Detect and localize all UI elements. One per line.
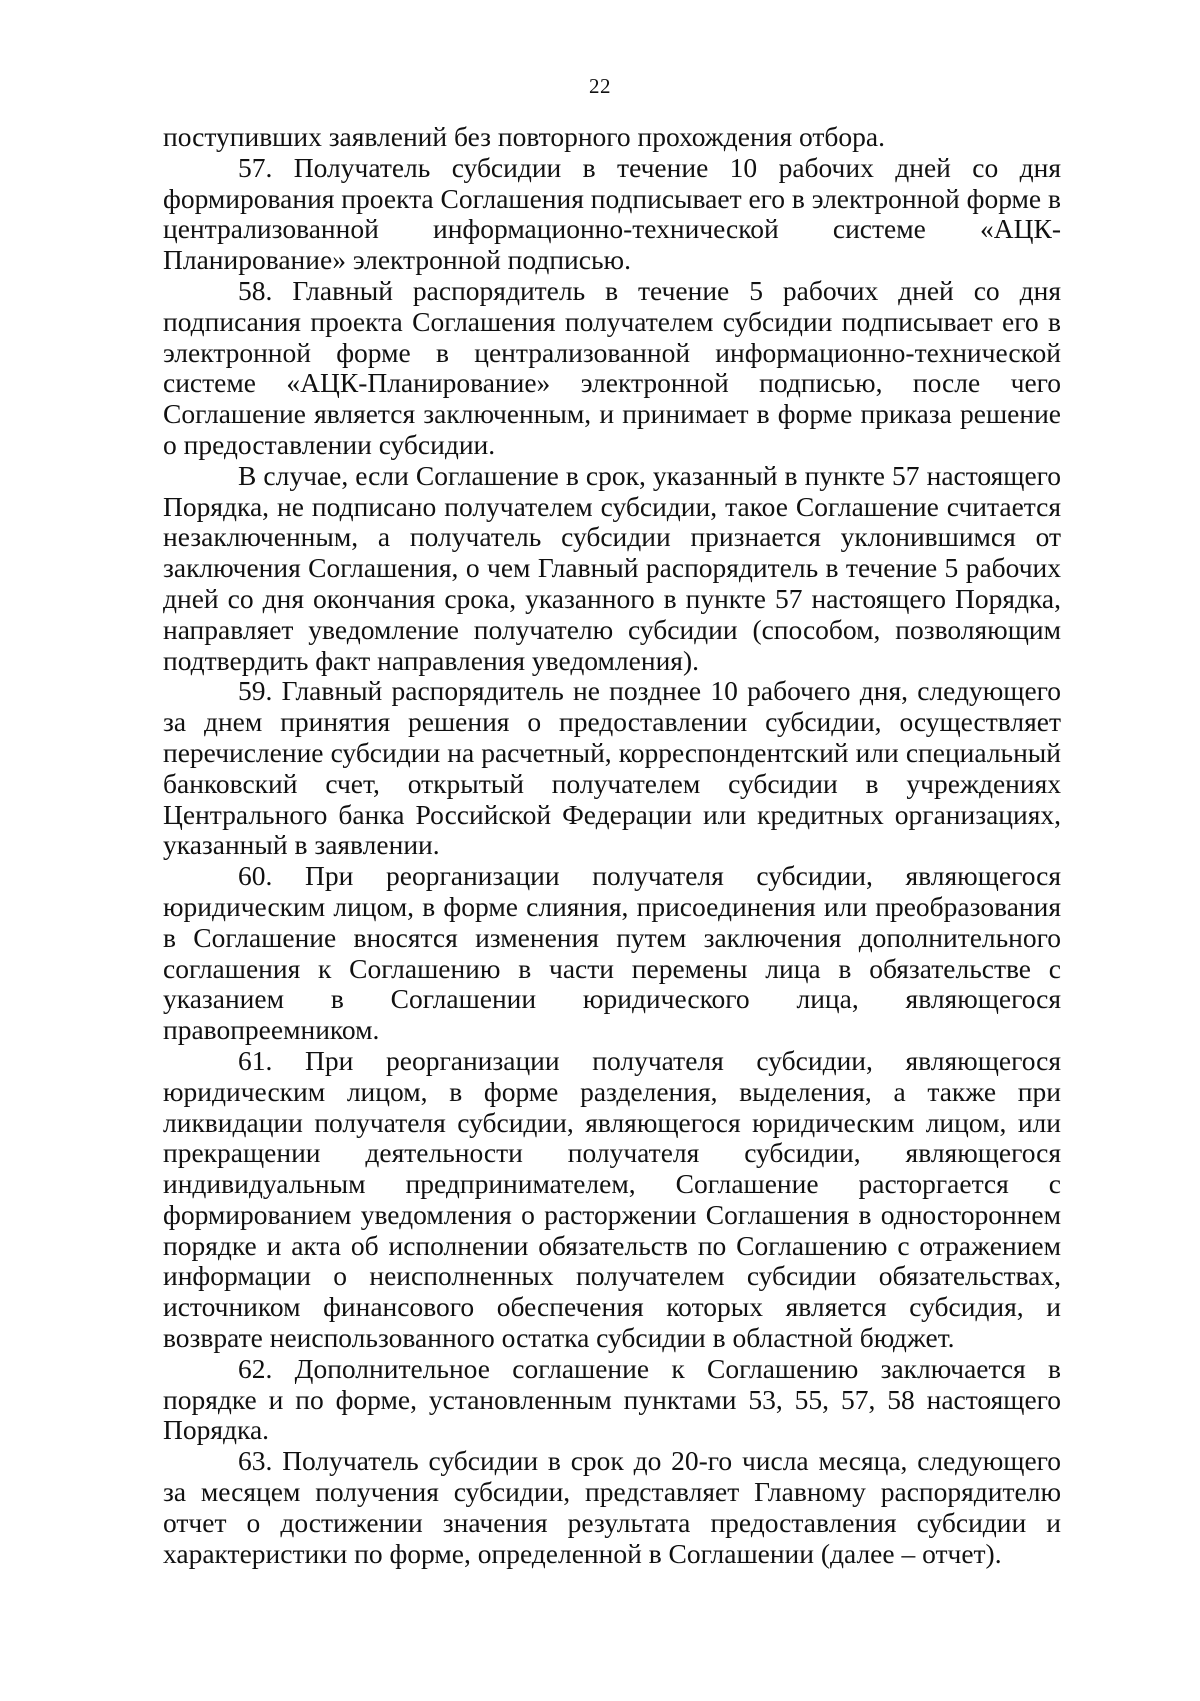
page-number: 22	[589, 74, 611, 98]
document-body	[163, 122, 1061, 1569]
paragraph-62: 62. Дополнительное соглашение к Соглашению заключается в порядке и по форме, установленным пунктами 53, 55, 57, 58 настоящего Порядка.	[163, 1352, 1061, 1446]
paragraph-60: 60. При реорганизации получателя субсидии, являющегося юридическим лицом, в форме слияния, присоединения или преобразования в Соглашение вносятся изменения путем заключения дополнительного соглашения к Соглашению в части перемены лица в обязательстве с указанием в Соглашении юридического лица, являющегося правопреемником.	[163, 860, 1061, 1046]
paragraph-59: 59. Главный распорядитель не позднее 10 рабочего дня, следующего за днем принятия решения о предоставлении субсидии, осуществляет перечисление субсидии на расчетный, корреспондентский или специальный банковский счет, открытый получателем субсидии в учреждениях Центрального банка Российской Федерации или кредитных организациях, указанный в заявлении.	[163, 675, 1061, 861]
paragraph-58: 58. Главный распорядитель в течение 5 рабочих дней со дня подписания проекта Соглашения получателем субсидии подписывает его в электронной форме в централизованной информационно-технической системе «АЦК-Планирование» электронной подписью, после чего Соглашение является заключенным, и принимает в форме приказа решение о предоставлении субсидии.	[163, 274, 1061, 460]
paragraph-58-case: В случае, если Соглашение в срок, указанный в пункте 57 настоящего Порядка, не подписано получателем субсидии, такое Соглашение считается незаключенным, а получатель субсидии признается уклонившимся от заключения Соглашения, о чем Главный распорядитель в течение 5 рабочих дней со дня окончания срока, указанного в пункте 57 настоящего Порядка, направляет уведомление получателю субсидии (способом, позволяющим подтвердить факт направления уведомления).	[163, 459, 1061, 676]
paragraph-57: 57. Получатель субсидии в течение 10 рабочих дней со дня формирования проекта Соглашения подписывает его в электронной форме в централизованной информационно-технической системе «АЦК-Планирование» электронной подписью.	[163, 151, 1061, 276]
paragraph-63: 63. Получатель субсидии в срок до 20-го числа месяца, следующего за месяцем получения субсидии, представляет Главному распорядителю отчет о достижении значения результата предоставления субсидии и характеристики по форме, определенной в Соглашении (далее – отчет).	[163, 1445, 1061, 1569]
paragraph-61: 61. При реорганизации получателя субсидии, являющегося юридическим лицом, в форме разделения, выделения, а также при ликвидации получателя субсидии, являющегося юридическим лицом, или прекращении деятельности получателя субсидии, являющегося индивидуальным предпринимателем, Соглашение расторгается с формированием уведомления о расторжении Соглашения в одностороннем порядке и акта об исполнении обязательств по Соглашению с отражением информации о неисполненных получателем субсидии обязательствах, источником финансового обеспечения которых является субсидия, и возврате неиспользованного остатка субсидии в областной бюджет.	[163, 1044, 1061, 1354]
paragraph-continuation: поступивших заявлений без повторного прохождения отбора.	[163, 121, 885, 152]
